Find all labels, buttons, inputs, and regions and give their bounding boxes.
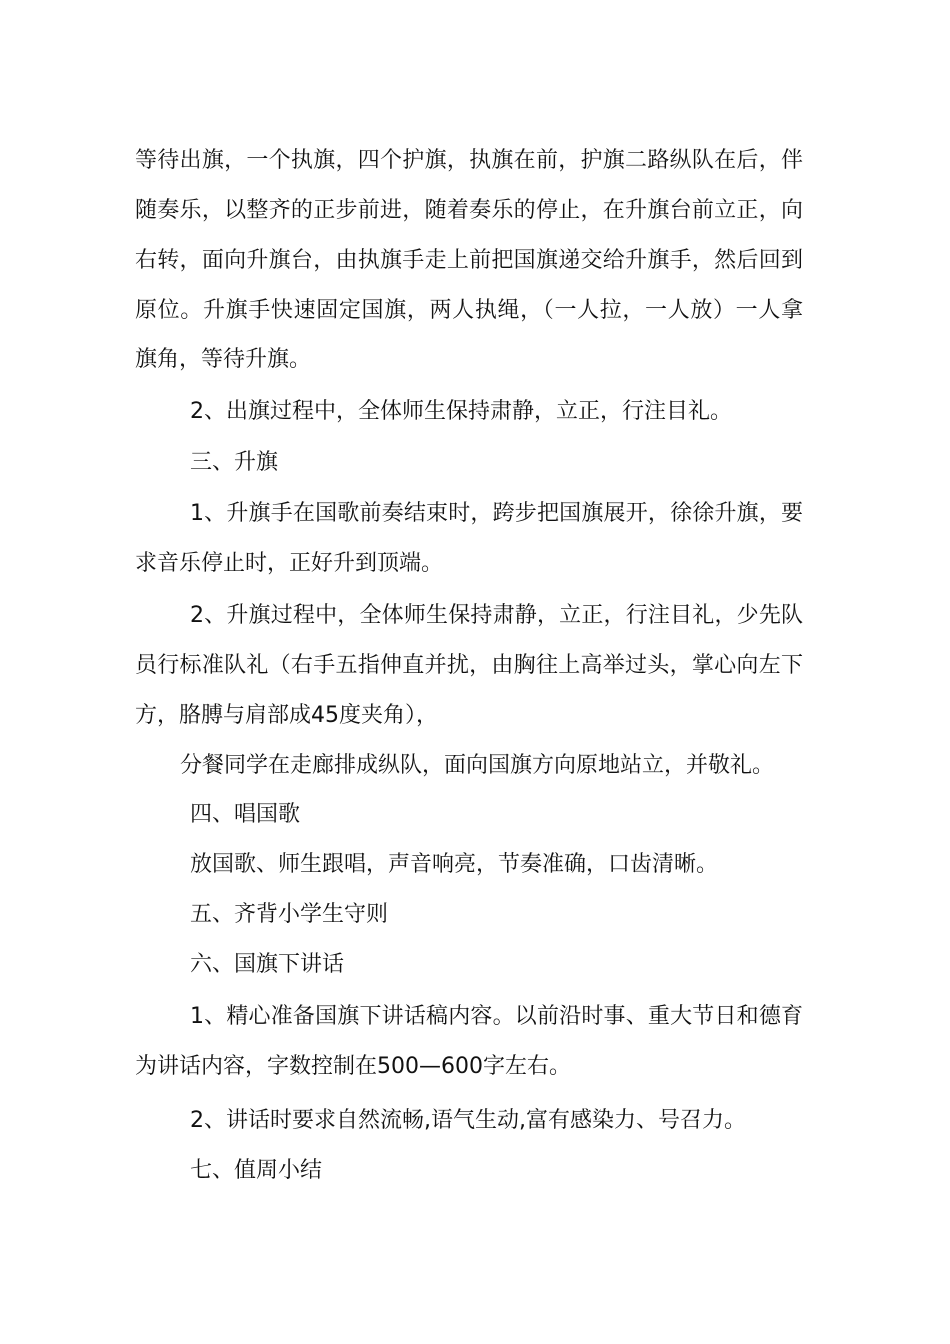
- section-heading: 五、齐背小学生守则: [190, 902, 389, 927]
- body-text-line: 2、讲话时要求自然流畅,语气生动,富有感染力、号召力。: [190, 1108, 746, 1133]
- body-text-line: 方，胳膊与肩部成45度夹角），: [135, 703, 438, 728]
- body-text-line: 为讲话内容，字数控制在500—600字左右。: [135, 1054, 571, 1079]
- section-heading: 三、升旗: [190, 450, 279, 475]
- body-text-line: 原位。升旗手快速固定国旗，两人执绳，（一人拉，一人放）一人拿: [135, 298, 803, 323]
- body-text-line: 右转，面向升旗台，由执旗手走上前把国旗递交给升旗手，然后回到: [135, 248, 803, 273]
- section-heading: 六、国旗下讲话: [190, 952, 345, 977]
- body-text-line: 随奏乐，以整齐的正步前进，随着奏乐的停止，在升旗台前立正，向: [135, 198, 803, 223]
- body-text-line: 分餐同学在走廊排成纵队，面向国旗方向原地站立，并敬礼。: [180, 753, 775, 778]
- section-heading: 七、值周小结: [190, 1158, 323, 1183]
- body-text-line: 求音乐停止时，正好升到顶端。: [135, 551, 444, 576]
- body-text-line: 等待出旗，一个执旗，四个护旗，执旗在前，护旗二路纵队在后，伴: [135, 148, 803, 173]
- body-text-line: 1、升旗手在国歌前奏结束时，跨步把国旗展开，徐徐升旗，要: [190, 501, 803, 526]
- body-text-line: 旗角，等待升旗。: [135, 347, 312, 372]
- body-text-line: 2、出旗过程中，全体师生保持肃静，立正，行注目礼。: [190, 399, 732, 424]
- body-text-line: 放国歌、师生跟唱，声音响亮，节奏准确，口齿清晰。: [190, 852, 719, 877]
- section-heading: 四、唱国歌: [190, 802, 301, 827]
- body-text-line: 2、升旗过程中，全体师生保持肃静，立正，行注目礼，少先队: [190, 603, 803, 628]
- body-text-line: 员行标准队礼（右手五指伸直并扰，由胸往上高举过头，掌心向左下: [135, 653, 803, 678]
- body-text-line: 1、精心准备国旗下讲话稿内容。以前沿时事、重大节日和德育: [190, 1004, 803, 1029]
